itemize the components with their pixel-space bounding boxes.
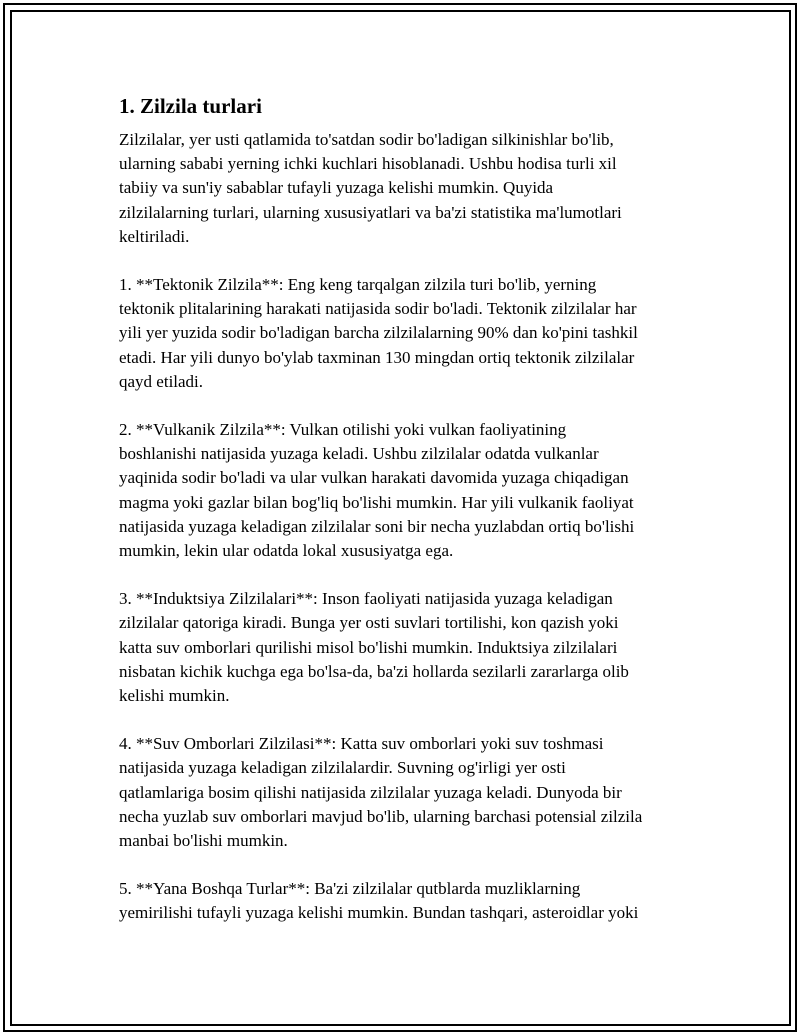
document-body — [119, 128, 699, 926]
paragraph-other-types: 5. **Yana Boshqa Turlar**: Ba'zi zilzilalar qutblarda muzliklarning yemirilishi tufayli yuzaga kelishi mumkin. Bundan tashqari, asteroidlar yoki — [119, 879, 639, 923]
paragraph-tectonic: 1. **Tektonik Zilzila**: Eng keng tarqalgan zilzila turi bo'lib, yerning tektonik plitalarining harakati natijasida sodir bo'ladi. Tektonik zilzilalar har yili yer yuzida sodir bo'ladigan barcha zilzilalarning 90% dan ko'pini tashkil etadi. Har yili dunyo bo'ylab taxminan 130 mingdan ortiq tektonik zilzilalar qayd etiladi. — [119, 275, 638, 391]
paragraph-volcanic: 2. **Vulkanik Zilzila**: Vulkan otilishi yoki vulkan faoliyatining boshlanishi natijasida yuzaga keladi. Ushbu zilzilalar odatda vulkanlar yaqinida sodir bo'ladi va ular vulkan harakati davomida yuzaga chiqadigan magma yoki gazlar bilan bog'liq bo'lishi mumkin. Har yili vulkanik faoliyat natijasida yuzaga keladigan zilzilalar soni bir necha yuzlabdan ortiq bo'lishi mumkin, lekin ular odatda lokal xususiyatga ega. — [119, 420, 635, 561]
section-heading: 1. Zilzila turlari — [119, 94, 262, 118]
document-content — [119, 93, 699, 950]
paragraph-reservoir: 4. **Suv Omborlari Zilzilasi**: Katta suv omborlari yoki suv toshmasi natijasida yuzaga keladigan zilzilalardir. Suvning og'irligi yer osti qatlamlariga bosim qilishi natijasida zilzilalar yuzaga keladi. Dunyoda bir necha yuzlab suv omborlari mavjud bo'lib, ularning barchasi potensial zilzila manbai bo'lishi mumkin. — [119, 734, 643, 851]
intro-paragraph: Zilzilalar, yer usti qatlamida to'satdan sodir bo'ladigan silkinishlar bo'lib, ularning sababi yerning ichki kuchlari hisoblanadi. Ushbu hodisa turli xil tabiiy va sun'iy sabablar tufayli yuzaga kelishi mumkin. Quyida zilzilalarning turlari, ularning xususiyatlari va ba'zi statistika ma'lumotlari keltiriladi. — [119, 130, 622, 246]
paragraph-induced: 3. **Induktsiya Zilzilalari**: Inson faoliyati natijasida yuzaga keladigan zilzilalar qatoriga kiradi. Bunga yer osti suvlari tortilishi, kon qazish yoki katta suv omborlari qurilishi misol bo'lishi mumkin. Induktsiya zilzilalari nisbatan kichik kuchga ega bo'lsa-da, ba'zi hollarda sezilarli zararlarga olib kelishi mumkin. — [119, 589, 629, 706]
